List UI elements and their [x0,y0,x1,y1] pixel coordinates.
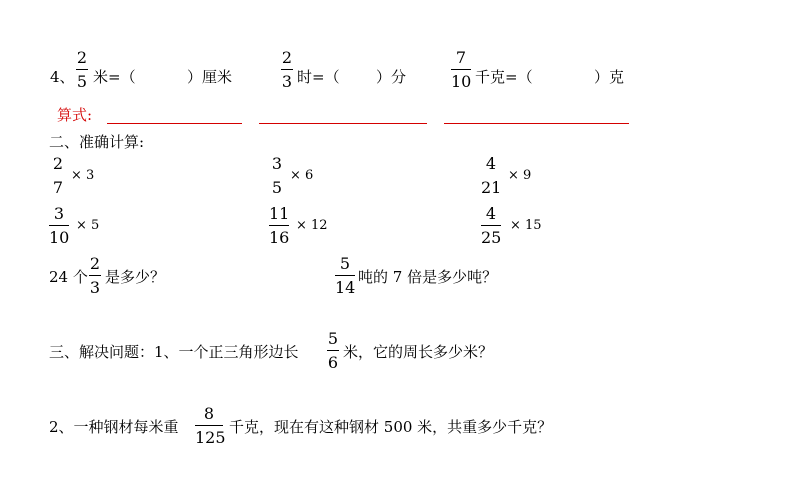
numerator: 7 [455,48,467,67]
fraction-two-thirds [281,49,293,91]
problem-fraction [51,155,65,197]
section3-q1-text: 三、解决问题：1、一个正三角形边长 [49,343,299,361]
numerator: 5 [327,329,339,348]
denominator: 3 [281,72,293,91]
problem-fraction [270,155,284,197]
problem-fraction [481,205,501,247]
fraction-two-fifths [76,49,88,91]
fraction-bar [195,425,223,426]
denominator: 5 [271,178,283,197]
answer-blank-cm: ）厘米 [187,68,233,86]
multiplier: × 9 [508,168,532,183]
fraction-bar [281,69,293,70]
problem-fraction [269,205,289,247]
numerator: 3 [53,204,65,223]
numerator: 4 [485,154,497,173]
multiplier: × 6 [290,168,314,183]
section3-q1-question: 米，它的周长多少米？ [343,343,494,361]
problem-fraction [49,205,69,247]
fraction-bar [89,275,101,276]
formula-line-2 [259,123,427,124]
section-heading: 二、准确计算: [49,133,145,151]
word-problem-question: 吨的 7 倍是多少吨？ [358,268,498,286]
section3-q2-question: 千克，现在有这种钢材 500 米，共重多少千克？ [229,418,553,436]
answer-blank-grams: ）克 [594,68,625,86]
fraction-bar [327,350,339,351]
fraction-seven-tenths [451,49,471,91]
denominator: 16 [269,228,290,247]
problem-fraction [481,155,501,197]
denominator: 6 [327,353,339,372]
multiplier: × 3 [71,168,95,183]
unit-meter-equals: 米=（ [93,68,136,86]
fraction-bar [451,69,471,70]
multiplier: × 5 [76,218,100,233]
fraction-bar [335,275,355,276]
section3-q2-text: 2、一种钢材每米重 [49,418,179,436]
steel-weight-fraction [195,404,226,447]
multiplier: × 15 [510,218,542,233]
denominator: 10 [451,72,472,91]
numerator: 2 [89,254,101,273]
answer-blank-minutes: ）分 [376,68,407,86]
denominator: 5 [76,72,88,91]
multiplier: × 12 [296,218,328,233]
word-problem-question: 是多少？ [105,268,166,286]
denominator: 125 [195,428,226,447]
fraction-bar [76,69,88,70]
word-problem-fraction [335,255,355,297]
denominator: 7 [52,178,64,197]
word-problem-fraction [89,255,101,297]
denominator: 21 [481,178,502,197]
formula-label: 算式: [57,106,93,124]
fraction-bar [269,225,289,226]
numerator: 2 [281,48,293,67]
denominator: 25 [481,228,502,247]
triangle-side-fraction [327,330,339,372]
unit-hour-equals: 时=（ [297,68,340,86]
unit-kg-equals: 千克=（ [475,68,533,86]
numerator: 3 [271,154,283,173]
denominator: 10 [49,228,70,247]
formula-line-3 [444,123,629,124]
numerator: 2 [52,154,64,173]
numerator: 11 [269,204,290,223]
fraction-bar [481,225,501,226]
numerator: 4 [485,204,497,223]
fraction-bar [49,225,69,226]
formula-line-1 [107,123,242,124]
denominator: 3 [89,278,101,297]
numerator: 2 [76,48,88,67]
question-number: 4、 [50,68,75,86]
numerator: 8 [203,404,215,423]
word-problem-prefix: 24 个 [49,268,88,286]
numerator: 5 [339,254,351,273]
denominator: 14 [335,278,356,297]
